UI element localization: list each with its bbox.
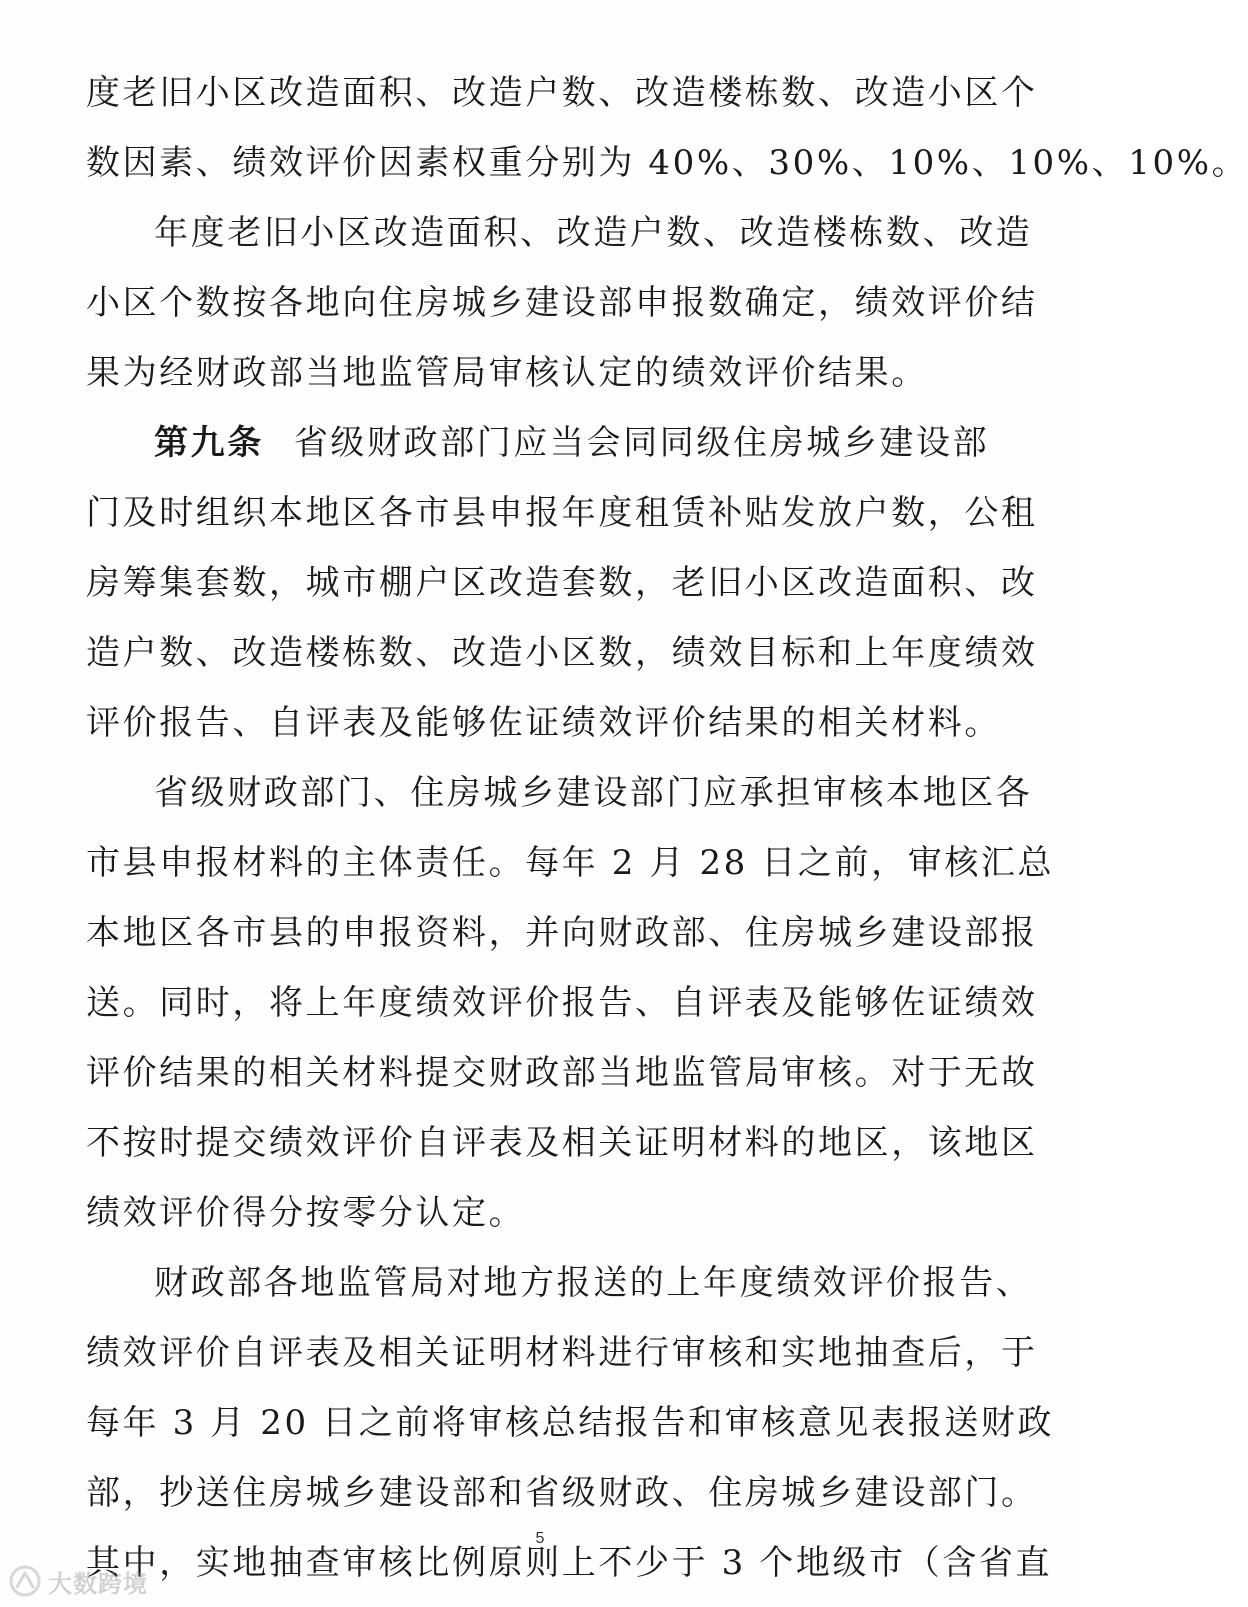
article-line <box>86 408 990 478</box>
text-line: 市县申报材料的主体责任。每年 2 月 28 日之前，审核汇总 <box>86 843 1055 883</box>
brand-logo-icon <box>8 1564 42 1598</box>
text-line: 年度老旧小区改造面积、改造户数、改造楼栋数、改造 <box>154 213 1033 253</box>
text-line: 评价报告、自评表及能够佐证绩效评价结果的相关材料。 <box>86 703 1001 743</box>
text-line: 度老旧小区改造面积、改造户数、改造楼栋数、改造小区个 <box>86 73 1038 113</box>
text-line: 不按时提交绩效评价自评表及相关证明材料的地区，该地区 <box>86 1123 1038 1163</box>
watermark <box>8 1561 148 1601</box>
watermark-text: 大数跨境 <box>48 1569 148 1598</box>
text-line: 评价结果的相关材料提交财政部当地监管局审核。对于无故 <box>86 1053 1038 1093</box>
text-line: 数因素、绩效评价因素权重分别为 40%、30%、10%、10%、10%。 <box>86 143 1248 183</box>
article-text: 省级财政部门应当会同同级住房城乡建设部 <box>293 423 990 463</box>
text-line: 本地区各市县的申报资料，并向财政部、住房城乡建设部报 <box>86 913 1038 953</box>
text-line: 省级财政部门、住房城乡建设部门应承担审核本地区各 <box>154 773 1033 813</box>
document-body <box>86 58 1248 1598</box>
text-line: 绩效评价自评表及相关证明材料进行审核和实地抽查后，于 <box>86 1333 1038 1373</box>
text-line: 造户数、改造楼栋数、改造小区数，绩效目标和上年度绩效 <box>86 633 1038 673</box>
text-line: 每年 3 月 20 日之前将审核总结报告和审核意见表报送财政 <box>86 1403 1055 1443</box>
text-line: 房筹集套数，城市棚户区改造套数，老旧小区改造面积、改 <box>86 563 1038 603</box>
text-line: 送。同时，将上年度绩效评价报告、自评表及能够佐证绩效 <box>86 983 1038 1023</box>
text-line: 门及时组织本地区各市县申报年度租赁补贴发放户数，公租 <box>86 493 1038 533</box>
text-line: 其中，实地抽查审核比例原则上不少于 3 个地级市（含省直 <box>86 1543 1053 1583</box>
text-line: 果为经财政部当地监管局审核认定的绩效评价结果。 <box>86 353 928 393</box>
text-line: 财政部各地监管局对地方报送的上年度绩效评价报告、 <box>154 1263 1033 1303</box>
text-line: 绩效评价得分按零分认定。 <box>86 1193 526 1233</box>
text-line: 部，抄送住房城乡建设部和省级财政、住房城乡建设部门。 <box>86 1473 1038 1513</box>
page-number: 5 <box>535 1530 545 1547</box>
text-line: 小区个数按各地向住房城乡建设部申报数确定，绩效评价结 <box>86 283 1038 323</box>
article-heading: 第九条 <box>154 423 264 463</box>
